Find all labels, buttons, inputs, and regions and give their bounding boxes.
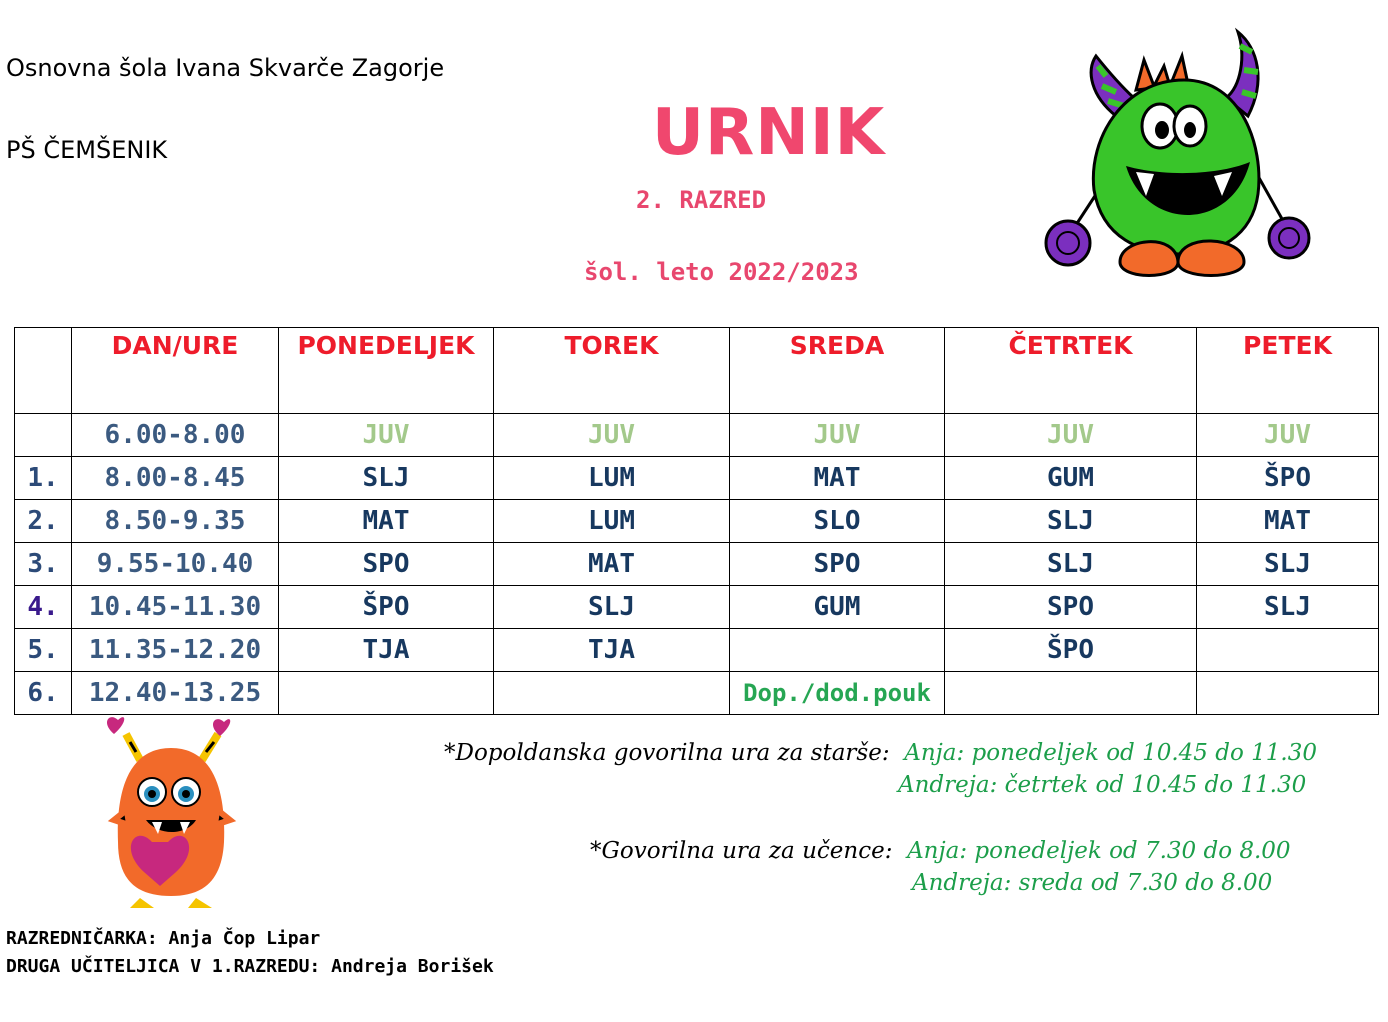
subject-cell: GUM — [730, 586, 945, 629]
parents-hours-note — [444, 740, 1317, 766]
subject-cell: SLJ — [494, 586, 730, 629]
timetable — [14, 327, 1379, 715]
subject-cell: ŠPO — [1197, 457, 1379, 500]
branch-name: PŠ ČEMŠENIK — [6, 136, 168, 164]
subject-cell: SLJ — [1197, 543, 1379, 586]
subject-cell: JUV — [494, 414, 730, 457]
class-teacher: RAZREDNIČARKA: Anja Čop Lipar — [6, 928, 321, 949]
period-time: 8.00-8.45 — [72, 457, 279, 500]
subject-cell — [1197, 629, 1379, 672]
period-time: 6.00-8.00 — [72, 414, 279, 457]
table-header-row — [15, 328, 1379, 414]
subject-cell: SPO — [730, 543, 945, 586]
subject-cell: SLJ — [945, 543, 1197, 586]
students-hours-anja: Anja: ponedeljek od 7.30 do 8.00 — [907, 838, 1291, 864]
subject-cell: GUM — [945, 457, 1197, 500]
header-cell-dan-ure: DAN/URE — [72, 328, 279, 414]
parents-hours-anja: Anja: ponedeljek od 10.45 do 11.30 — [904, 740, 1317, 766]
parents-hours-andreja: Andreja: četrtek od 10.45 do 11.30 — [898, 772, 1307, 798]
period-time: 9.55-10.40 — [72, 543, 279, 586]
subject-cell — [279, 672, 494, 715]
subject-cell: JUV — [945, 414, 1197, 457]
table-row — [15, 586, 1379, 629]
subject-cell: MAT — [730, 457, 945, 500]
table-row — [15, 500, 1379, 543]
subject-cell: SLJ — [1197, 586, 1379, 629]
subject-cell: SLJ — [945, 500, 1197, 543]
subject-cell: SPO — [945, 586, 1197, 629]
green-monster-icon — [1036, 26, 1316, 288]
students-hours-note — [590, 838, 1291, 864]
subject-cell — [1197, 672, 1379, 715]
parents-hours-label: *Dopoldanska govorilna ura za starše: — [444, 740, 890, 766]
orange-monster-icon — [96, 712, 246, 912]
period-number: 4. — [15, 586, 72, 629]
school-year: šol. leto 2022/2023 — [584, 258, 859, 286]
subject-cell: LUM — [494, 500, 730, 543]
students-hours-andreja: Andreja: sreda od 7.30 do 8.00 — [912, 870, 1273, 896]
subject-cell: JUV — [279, 414, 494, 457]
subject-cell: SPO — [279, 543, 494, 586]
subject-cell: JUV — [730, 414, 945, 457]
subject-cell: MAT — [279, 500, 494, 543]
period-number: 3. — [15, 543, 72, 586]
subject-cell: ŠPO — [279, 586, 494, 629]
period-number: 5. — [15, 629, 72, 672]
students-hours-label: *Govorilna ura za učence: — [590, 838, 893, 864]
table-row — [15, 457, 1379, 500]
table-row — [15, 414, 1379, 457]
period-number: 1. — [15, 457, 72, 500]
subject-cell: MAT — [1197, 500, 1379, 543]
second-teacher: DRUGA UČITELJICA V 1.RAZREDU: Andreja Borišek — [6, 956, 494, 977]
header-cell-sreda: SREDA — [730, 328, 945, 414]
class-label: 2. RAZRED — [636, 186, 767, 214]
subject-cell: LUM — [494, 457, 730, 500]
subject-cell: ŠPO — [945, 629, 1197, 672]
period-number: 2. — [15, 500, 72, 543]
period-number — [15, 414, 72, 457]
subject-cell: Dop./dod.pouk — [730, 672, 945, 715]
period-time: 8.50-9.35 — [72, 500, 279, 543]
header-cell-cetrtek: ČETRTEK — [945, 328, 1197, 414]
subject-cell: SLJ — [279, 457, 494, 500]
table-row — [15, 629, 1379, 672]
subject-cell: JUV — [1197, 414, 1379, 457]
subject-cell — [730, 629, 945, 672]
subject-cell: MAT — [494, 543, 730, 586]
school-name: Osnovna šola Ivana Skvarče Zagorje — [6, 54, 445, 82]
period-time: 12.40-13.25 — [72, 672, 279, 715]
period-time: 11.35-12.20 — [72, 629, 279, 672]
header-cell-blank — [15, 328, 72, 414]
table-row — [15, 672, 1379, 715]
header-cell-ponedeljek: PONEDELJEK — [279, 328, 494, 414]
header-cell-torek: TOREK — [494, 328, 730, 414]
period-number: 6. — [15, 672, 72, 715]
subject-cell: TJA — [494, 629, 730, 672]
subject-cell — [945, 672, 1197, 715]
period-time: 10.45-11.30 — [72, 586, 279, 629]
subject-cell: TJA — [279, 629, 494, 672]
subject-cell: SLO — [730, 500, 945, 543]
page-title: URNIK — [652, 96, 886, 170]
table-row — [15, 543, 1379, 586]
header-cell-petek: PETEK — [1197, 328, 1379, 414]
subject-cell — [494, 672, 730, 715]
